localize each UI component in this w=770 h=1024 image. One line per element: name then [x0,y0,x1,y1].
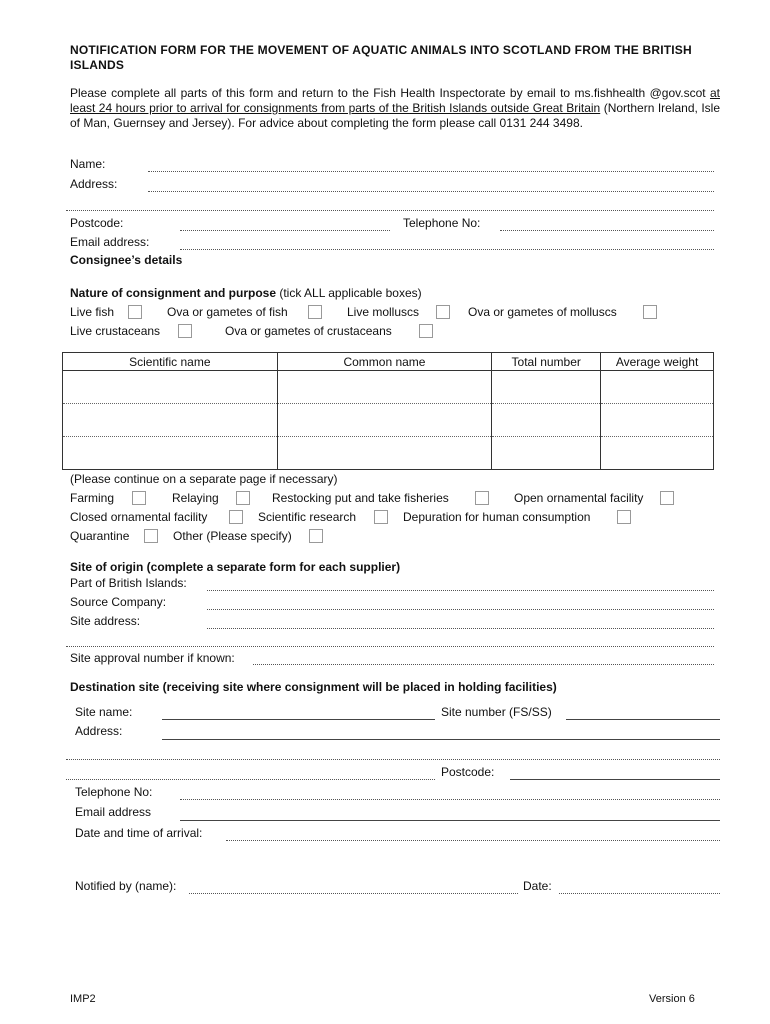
site-address-field[interactable] [207,628,714,629]
site-address-label: Site address: [70,614,141,628]
checkbox-depuration[interactable] [617,510,631,524]
option-scientific-research: Scientific research [258,510,357,524]
checkbox-open-ornamental[interactable] [660,491,674,505]
table-cell[interactable] [63,371,278,404]
checkbox-ova-fish[interactable] [308,305,322,319]
checkbox-live-fish[interactable] [128,305,142,319]
table-cell[interactable] [492,404,601,437]
checkbox-other[interactable] [309,529,323,543]
checkbox-relaying[interactable] [236,491,250,505]
site-name-field[interactable] [162,719,435,720]
checkbox-ova-crustaceans[interactable] [419,324,433,338]
destination-heading: Destination site (receiving site where consignment will be placed in holding facilities) [70,680,557,694]
checkbox-live-crustaceans[interactable] [178,324,192,338]
table-cell[interactable] [63,437,278,470]
table-row [63,404,714,437]
option-relaying: Relaying [172,491,219,505]
table-header-row [63,353,714,371]
email-field[interactable] [180,249,714,250]
intro-text: Please complete all parts of this form and return to the Fish Health Inspectorate by email to ms.fishhealth @gov.scot [70,86,710,100]
address-field-line-2[interactable] [66,210,714,211]
site-approval-field[interactable] [253,664,714,665]
date-field[interactable] [559,893,720,894]
checkbox-live-molluscs[interactable] [436,305,450,319]
arrival-label: Date and time of arrival: [75,826,203,840]
site-number-label: Site number (FS/SS) [441,705,552,719]
header-scientific-name: Scientific name [63,353,278,371]
telephone-field[interactable] [500,230,714,231]
form-intro [70,86,720,131]
option-quarantine: Quarantine [70,529,130,543]
notified-by-label: Notified by (name): [75,879,177,893]
header-common-name: Common name [277,353,492,371]
destination-address-field-line-3[interactable] [66,779,435,780]
site-name-label: Site name: [75,705,133,719]
checkbox-closed-ornamental[interactable] [229,510,243,524]
destination-email-field[interactable] [180,820,720,821]
site-number-field[interactable] [566,719,720,720]
intro-text-2: (Northern Ireland, Isle of Man, Guernsey and Jersey). For advice about completing the form please call 0131 244 3498. [70,101,720,130]
option-open-ornamental: Open ornamental facility [514,491,644,505]
checkbox-scientific-research[interactable] [374,510,388,524]
nature-heading [70,286,422,300]
option-depuration: Depuration for human consumption [403,510,591,524]
destination-telephone-label: Telephone No: [75,785,153,799]
notified-by-field[interactable] [189,893,518,894]
nature-heading-bold: Nature of consignment and purpose [70,286,277,300]
table-cell[interactable] [277,404,492,437]
destination-address-field-line-2[interactable] [66,759,720,760]
table-cell[interactable] [601,437,714,470]
table-cell[interactable] [601,404,714,437]
option-farming: Farming [70,491,115,505]
name-label: Name: [70,157,106,171]
checkbox-quarantine[interactable] [144,529,158,543]
option-ova-molluscs: Ova or gametes of molluscs [468,305,617,319]
address-field[interactable] [148,191,714,192]
option-other: Other (Please specify) [173,529,292,543]
form-title: NOTIFICATION FORM FOR THE MOVEMENT OF AQUATIC ANIMALS INTO SCOTLAND FROM THE BRITISH ISLANDS [70,43,692,72]
telephone-label: Telephone No: [403,216,481,230]
header-average-weight: Average weight [601,353,714,371]
source-company-field[interactable] [207,609,714,610]
option-ova-crustaceans: Ova or gametes of crustaceans [225,324,392,338]
destination-telephone-field[interactable] [180,799,720,800]
header-total-number: Total number [492,353,601,371]
part-of-british-islands-label: Part of British Islands: [70,576,187,590]
table-cell[interactable] [492,371,601,404]
nature-heading-note: (tick ALL applicable boxes) [276,286,422,300]
option-restocking: Restocking put and take fisheries [272,491,449,505]
option-closed-ornamental: Closed ornamental facility [70,510,208,524]
table-cell[interactable] [601,371,714,404]
table-cell[interactable] [277,437,492,470]
destination-address-field[interactable] [162,739,720,740]
email-label: Email address: [70,235,150,249]
species-table [62,352,714,470]
address-label: Address: [70,177,118,191]
option-live-crustaceans: Live crustaceans [70,324,161,338]
option-live-molluscs: Live molluscs [347,305,420,319]
destination-email-label: Email address [75,805,152,819]
postcode-label: Postcode: [70,216,124,230]
checkbox-restocking[interactable] [475,491,489,505]
destination-address-label: Address: [75,724,123,738]
checkbox-farming[interactable] [132,491,146,505]
site-address-field-line-2[interactable] [66,646,714,647]
consignee-heading: Consignee’s details [70,253,183,267]
option-ova-fish: Ova or gametes of fish [167,305,288,319]
option-live-fish: Live fish [70,305,115,319]
postcode-field[interactable] [180,230,390,231]
footer-form-code: IMP2 [70,993,96,1005]
table-cell[interactable] [492,437,601,470]
continue-note: (Please continue on a separate page if necessary) [70,472,338,486]
table-cell[interactable] [63,404,278,437]
part-of-british-islands-field[interactable] [207,590,714,591]
table-row [63,371,714,404]
destination-postcode-label: Postcode: [441,765,495,779]
date-label: Date: [523,879,552,893]
destination-postcode-field[interactable] [510,779,720,780]
arrival-field[interactable] [226,840,720,841]
intro-underlined-text: at least 24 hours prior to arrival for consignments from parts of the British Islands outside Great Britain [70,86,720,115]
table-cell[interactable] [277,371,492,404]
name-field[interactable] [148,171,714,172]
checkbox-ova-molluscs[interactable] [643,305,657,319]
table-row [63,437,714,470]
footer-version: Version 6 [649,993,695,1005]
origin-heading: Site of origin (complete a separate form for each supplier) [70,560,401,574]
site-approval-label: Site approval number if known: [70,651,235,665]
source-company-label: Source Company: [70,595,167,609]
